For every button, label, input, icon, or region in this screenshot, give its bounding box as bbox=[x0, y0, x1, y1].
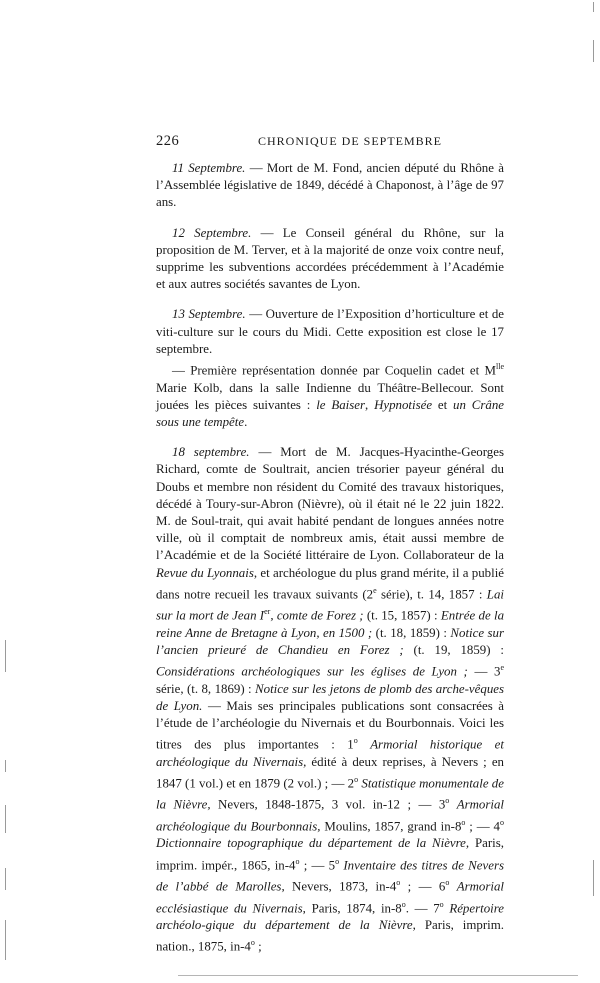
publication-title: Statistique monumentale de la Nièvre, bbox=[156, 776, 504, 812]
entry-text: — Mort de M. Jacques-Hyacinthe-Georges Richard, comte de Soultrait, ancien trésorier payeur général du Doubs et membre non résident du Comité des travaux historiques, décédé à Toury-sur-Abron (Nièvre), où il était né le 22 juin 1822. M. de Soul-trait, qui avait habité pendant de longues années notre ville, où il comptait de nombreux amis, était aussi membre de l’Académie et de la Société littéraire de Lyon. Collaborateur de la bbox=[156, 445, 504, 563]
entry-text: — 3 bbox=[467, 664, 501, 679]
publication-title: Armorial historique et archéologique du Nivernais, bbox=[156, 737, 504, 769]
entry-text: ; — 4 bbox=[465, 819, 500, 834]
superscript: lle bbox=[496, 362, 504, 372]
entry-text: (t. 15, 1857) : bbox=[363, 608, 441, 623]
entry-text: (t. 19, 1859) : bbox=[403, 642, 504, 657]
scan-bottom-line bbox=[178, 975, 578, 976]
publication-title: Armorial archéologique du Bourbonnais, bbox=[156, 797, 504, 834]
entry-text: ; — 6 bbox=[400, 879, 446, 894]
publication-title: Notice sur les jetons de plomb des arche-vêques de Lyon. bbox=[156, 681, 504, 713]
superscript: o bbox=[250, 938, 255, 948]
superscript: o bbox=[461, 817, 466, 827]
publication-title: Répertoire archéolo-gique du département de la Nièvre, bbox=[156, 900, 504, 933]
superscript: o bbox=[445, 878, 450, 888]
entry-text bbox=[449, 879, 456, 893]
scan-edge-line bbox=[5, 805, 6, 833]
publication-title: Considérations archéologiques sur les églises de Lyon ; bbox=[156, 664, 468, 679]
entry-date: 12 Septembre. bbox=[172, 225, 252, 240]
play-title: Hypnotisée bbox=[374, 397, 433, 412]
entry-date: 13 Septembre. bbox=[172, 307, 246, 322]
scan-edge-line bbox=[5, 640, 6, 672]
entry-text bbox=[358, 738, 370, 752]
entry-paragraph bbox=[156, 306, 504, 358]
scan-edge-line bbox=[5, 868, 6, 890]
publication-title: Revue du Lyonnais bbox=[156, 565, 254, 580]
superscript: o bbox=[445, 796, 450, 806]
play-title: un Crâne sous une tempête bbox=[156, 397, 504, 429]
superscript: o bbox=[500, 817, 504, 827]
entry-text: série), t. 14, 1857 : bbox=[376, 587, 487, 602]
entry-text: Nevers, 1873, in-4 bbox=[284, 879, 397, 894]
entry-text bbox=[449, 798, 456, 812]
entry-text: Marie Kolb, dans la salle Indienne du Théâtre-Bellecour. Sont jouées les pièces suivantes : bbox=[156, 380, 504, 412]
entry-text: . — 7 bbox=[405, 900, 440, 915]
entry-continuation bbox=[156, 358, 504, 431]
entry-text: — Mais ses principales publications sont consacrées à l’étude de l’archéologie du Nivernais et du Bourbonnais. Voici les titres des plus importantes : 1 bbox=[156, 698, 505, 752]
entry-text: Paris, imprim. nation., 1875, in-4 bbox=[156, 918, 504, 954]
entry-text: édité à deux reprises, à Nevers ; en 1847 (1 vol.) et en 1879 (2 vol.) ; — 2 bbox=[156, 754, 504, 791]
superscript: o bbox=[335, 856, 340, 866]
entry-text: — Le Conseil général du Rhône, sur la proposition de M. Terver, et à la majorité de onze voix contre neuf, supprime les subventions accordées précédemment à l’Académie et aux autres sociétés savantes de Lyon. bbox=[156, 225, 505, 292]
superscript: o bbox=[353, 736, 358, 746]
entry-date: 11 Septembre. bbox=[172, 161, 246, 175]
entry-text: (t. 18, 1859) : bbox=[372, 625, 451, 640]
entry-text: Paris, imprim. impér., 1865, in-4 bbox=[156, 836, 504, 872]
scan-edge-line bbox=[593, 2, 594, 12]
entry-text: — Ouverture de l’Exposition d’horticulture et de viti-culture sur le cours du Midi. Cette exposition est close le 17 septembre. bbox=[156, 307, 505, 356]
superscript: e bbox=[373, 585, 377, 595]
play-title: le Baiser bbox=[316, 397, 365, 412]
publication-title: Armorial ecclésiastique du Nivernais, bbox=[156, 879, 504, 915]
entry-text: — Première représentation donnée par Coquelin cadet et M bbox=[172, 363, 496, 378]
publication-title: Inventaire des titres de Nevers de l’abbé de Marolles, bbox=[156, 857, 504, 894]
running-title: CHRONIQUE DE SEPTEMBRE bbox=[258, 134, 443, 148]
publication-title: , comte de Forez ; bbox=[270, 608, 364, 623]
entry-text: , et archéologue du plus grand mérite, il a publié dans notre recueil les travaux suivants (2 bbox=[156, 565, 504, 602]
entry-text: Nevers, 1848-1875, 3 vol. in-12 ; — 3 bbox=[210, 797, 446, 812]
entry-paragraph bbox=[156, 444, 504, 956]
entry-text: Moulins, 1857, grand in-8 bbox=[320, 819, 462, 834]
separator: , bbox=[365, 397, 375, 412]
separator: et bbox=[432, 397, 454, 412]
entry-text: série, (t. 8, 1869) : bbox=[156, 681, 256, 696]
entry-text: ; — 5 bbox=[299, 857, 336, 872]
entry-text: Paris, 1874, in-8 bbox=[305, 900, 402, 915]
superscript: o bbox=[295, 856, 300, 866]
scan-edge-line bbox=[593, 860, 594, 896]
entry-text: ; bbox=[254, 939, 262, 954]
entry-date: 18 septembre. bbox=[172, 445, 250, 460]
body-text bbox=[156, 160, 504, 956]
superscript: o bbox=[354, 774, 359, 784]
superscript: o bbox=[396, 878, 401, 888]
scan-edge-line bbox=[5, 760, 6, 772]
superscript: o bbox=[439, 899, 444, 909]
publication-title: Dictionnaire topographique du département de la Nièvre, bbox=[156, 836, 470, 851]
entry-paragraph bbox=[156, 225, 504, 294]
superscript: er bbox=[264, 607, 271, 617]
superscript: e bbox=[500, 663, 504, 673]
publication-title: Notice sur l’ancien prieuré de Chandieu en Forez ; bbox=[156, 625, 504, 657]
entry-paragraph bbox=[156, 160, 504, 212]
scan-edge-line bbox=[593, 40, 594, 62]
superscript: o bbox=[401, 899, 406, 909]
separator: . bbox=[244, 414, 248, 429]
entry-text: — Mort de M. Fond, ancien député du Rhône à l’Assemblée législative de 1849, décédé à Chaponost, à l’âge de 97 ans. bbox=[156, 161, 505, 210]
scan-edge-line bbox=[5, 920, 6, 960]
page-number: 226 bbox=[156, 133, 180, 149]
publication-title: Entrée de la reine Anne de Bretagne à Lyon, en 1500 ; bbox=[156, 608, 505, 640]
publication-title: Lai sur la mort de Jean I bbox=[156, 587, 504, 623]
